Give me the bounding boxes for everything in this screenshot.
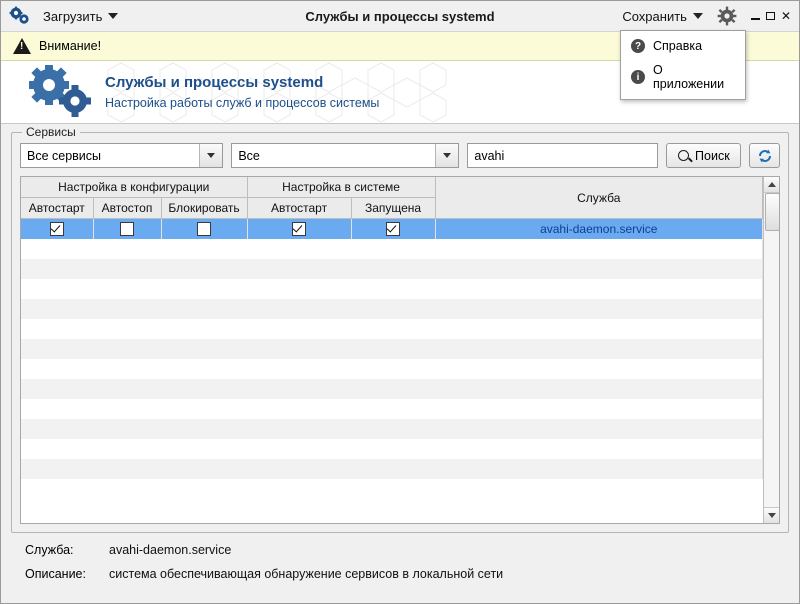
save-menu-button[interactable] bbox=[618, 7, 707, 26]
minimize-button[interactable] bbox=[751, 12, 760, 20]
services-group-legend: Сервисы bbox=[22, 125, 80, 139]
title-bar-left bbox=[1, 6, 122, 26]
detail-description-value: система обеспечивающая обнаружение сервисов в локальной сети bbox=[109, 567, 504, 581]
menu-item-about[interactable] bbox=[621, 58, 745, 96]
detail-description-label: Описание: bbox=[25, 567, 86, 581]
column-header-system-running[interactable]: Запущена bbox=[351, 198, 435, 219]
scrollbar-thumb[interactable] bbox=[765, 193, 780, 231]
scrollbar-track[interactable] bbox=[764, 193, 779, 507]
column-header-system-autostart[interactable]: Автостарт bbox=[247, 198, 351, 219]
maximize-button[interactable] bbox=[766, 12, 775, 20]
search-button-label: Поиск bbox=[695, 148, 730, 163]
menu-item-help-label: Справка bbox=[653, 39, 703, 53]
column-header-config-block[interactable]: Блокировать bbox=[161, 198, 247, 219]
banner-gears-icon bbox=[23, 65, 95, 119]
table-row-empty bbox=[21, 399, 763, 419]
checkbox-system-running[interactable] bbox=[386, 222, 400, 236]
chevron-down-icon bbox=[108, 13, 118, 19]
table-row-empty bbox=[21, 439, 763, 459]
group-header-config: Настройка в конфигурации bbox=[21, 177, 247, 198]
detail-service-label: Служба: bbox=[25, 543, 74, 557]
cell-config-block[interactable] bbox=[161, 219, 247, 240]
cell-config-autostart[interactable] bbox=[21, 219, 93, 240]
table-row[interactable] bbox=[21, 219, 763, 240]
checkbox-config-block[interactable] bbox=[197, 222, 211, 236]
scroll-up-button[interactable] bbox=[764, 177, 779, 193]
service-filter-select[interactable] bbox=[20, 143, 223, 168]
service-details bbox=[11, 533, 789, 597]
close-button[interactable]: ✕ bbox=[780, 9, 791, 23]
cell-config-autostop[interactable] bbox=[93, 219, 161, 240]
banner-text bbox=[105, 74, 379, 110]
checkbox-config-autostart[interactable] bbox=[50, 222, 64, 236]
banner-subtitle: Настройка работы служб и процессов системы bbox=[105, 96, 380, 110]
services-group bbox=[11, 125, 789, 533]
refresh-icon bbox=[757, 148, 773, 164]
search-icon bbox=[678, 150, 689, 161]
state-filter-value: Все bbox=[238, 148, 260, 163]
column-header-service[interactable]: Служба bbox=[435, 177, 762, 219]
services-table[interactable] bbox=[20, 176, 780, 524]
chevron-down-icon[interactable] bbox=[199, 144, 222, 167]
chevron-down-icon bbox=[693, 13, 703, 19]
title-bar bbox=[1, 1, 799, 32]
table-row-empty bbox=[21, 239, 763, 259]
window-controls bbox=[747, 10, 793, 22]
cell-system-autostart[interactable] bbox=[247, 219, 351, 240]
chevron-up-icon bbox=[768, 182, 776, 187]
search-button[interactable] bbox=[666, 143, 741, 168]
state-filter-select[interactable] bbox=[231, 143, 459, 168]
window-title: Службы и процессы systemd bbox=[305, 8, 495, 24]
warning-text: Внимание! bbox=[39, 39, 102, 53]
checkbox-system-autostart[interactable] bbox=[292, 222, 306, 236]
save-menu-label: Сохранить bbox=[622, 8, 687, 24]
filter-toolbar bbox=[20, 143, 780, 168]
help-icon: ? bbox=[631, 39, 645, 53]
table-row-empty bbox=[21, 299, 763, 319]
services-table-body bbox=[21, 219, 763, 480]
column-header-config-autostart[interactable]: Автостарт bbox=[21, 198, 93, 219]
settings-dropdown-menu[interactable] bbox=[620, 30, 746, 100]
service-filter-value: Все сервисы bbox=[27, 148, 102, 163]
detail-row-service bbox=[25, 543, 775, 557]
services-table-body-wrap bbox=[21, 177, 763, 523]
detail-service-value: avahi-daemon.service bbox=[109, 543, 232, 557]
main-content bbox=[1, 124, 799, 603]
table-row-empty bbox=[21, 279, 763, 299]
refresh-button[interactable] bbox=[749, 143, 780, 168]
load-menu-button[interactable] bbox=[39, 7, 122, 26]
cell-system-running[interactable] bbox=[351, 219, 435, 240]
checkbox-config-autostop[interactable] bbox=[120, 222, 134, 236]
search-input[interactable] bbox=[467, 143, 658, 168]
menu-item-help[interactable] bbox=[621, 34, 745, 58]
table-row-empty bbox=[21, 459, 763, 479]
app-gears-icon bbox=[9, 6, 31, 26]
table-row-empty bbox=[21, 379, 763, 399]
title-bar-right bbox=[618, 6, 799, 26]
warning-triangle-icon bbox=[13, 38, 31, 54]
chevron-down-icon bbox=[768, 513, 776, 518]
cell-service-name[interactable]: avahi-daemon.service bbox=[435, 219, 762, 240]
load-menu-label: Загрузить bbox=[43, 8, 103, 24]
table-row-empty bbox=[21, 419, 763, 439]
table-row-empty bbox=[21, 259, 763, 279]
detail-row-description bbox=[25, 567, 775, 581]
column-header-config-autostop[interactable]: Автостоп bbox=[93, 198, 161, 219]
menu-item-about-label: О приложении bbox=[653, 63, 725, 91]
group-header-system: Настройка в системе bbox=[247, 177, 435, 198]
table-row-empty bbox=[21, 319, 763, 339]
table-row-empty bbox=[21, 339, 763, 359]
banner-title: Службы и процессы systemd bbox=[105, 74, 324, 91]
scroll-down-button[interactable] bbox=[764, 507, 779, 523]
table-vertical-scrollbar[interactable] bbox=[763, 177, 779, 523]
info-icon: i bbox=[631, 70, 645, 84]
table-group-header-row bbox=[21, 177, 763, 198]
services-grid bbox=[21, 177, 763, 479]
table-row-empty bbox=[21, 359, 763, 379]
settings-gear-icon[interactable] bbox=[717, 6, 737, 26]
chevron-down-icon[interactable] bbox=[435, 144, 458, 167]
